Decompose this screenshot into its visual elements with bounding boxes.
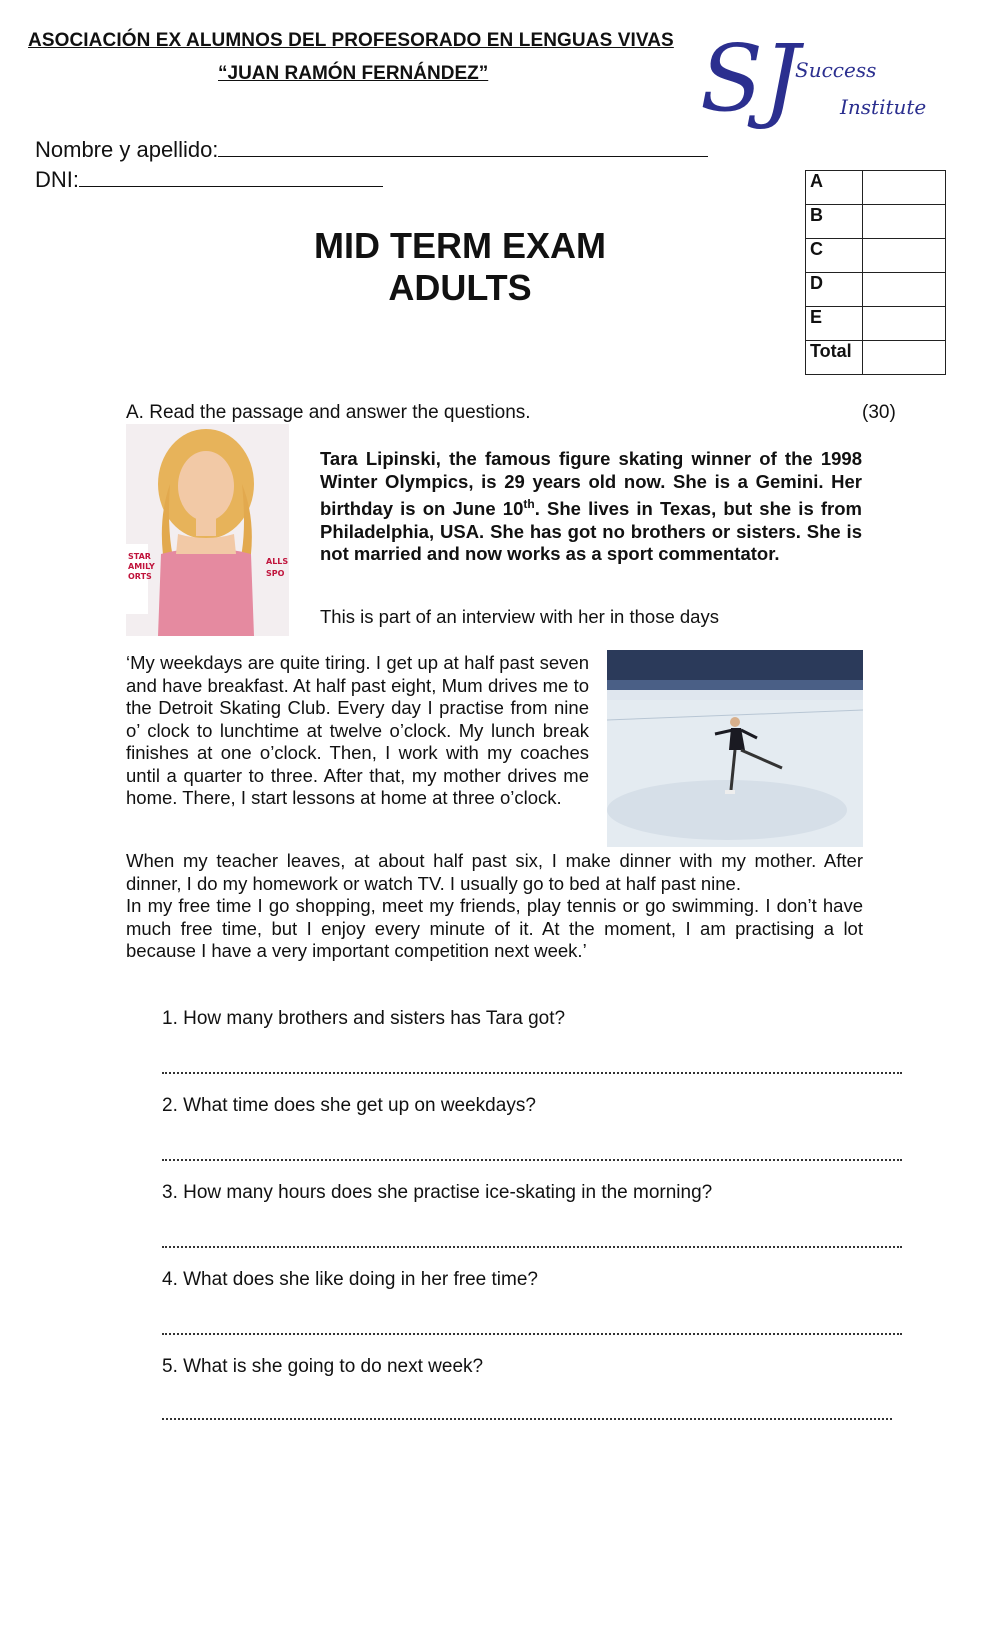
intro-superscript: th bbox=[523, 497, 535, 511]
svg-text:STAR: STAR bbox=[128, 552, 151, 561]
score-row bbox=[806, 205, 946, 239]
score-label: D bbox=[806, 273, 863, 307]
answer-line-4[interactable] bbox=[162, 1329, 902, 1335]
answer-line-5[interactable] bbox=[162, 1414, 892, 1420]
score-box[interactable] bbox=[863, 341, 946, 375]
question-1: 1. How many brothers and sisters has Tara got? bbox=[162, 1008, 566, 1029]
score-row bbox=[806, 239, 946, 273]
score-label: B bbox=[806, 205, 863, 239]
score-label: C bbox=[806, 239, 863, 273]
question-2: 2. What time does she get up on weekdays? bbox=[162, 1095, 536, 1116]
dni-blank-line[interactable] bbox=[79, 166, 383, 187]
logo-word-success: Success bbox=[795, 58, 877, 82]
name-field[interactable] bbox=[35, 136, 708, 163]
score-row bbox=[806, 273, 946, 307]
score-row bbox=[806, 171, 946, 205]
svg-text:AMILY: AMILY bbox=[128, 562, 155, 571]
logo-monogram: SJ bbox=[700, 25, 800, 132]
score-box[interactable] bbox=[863, 239, 946, 273]
score-box[interactable] bbox=[863, 205, 946, 239]
name-label: Nombre y apellido: bbox=[35, 137, 219, 162]
association-name: ASOCIACIÓN EX ALUMNOS DEL PROFESORADO EN LENGUAS VIVAS bbox=[28, 30, 674, 51]
intro-text-end: . She lives in Texas, but she is from Philadelphia, USA. She has got no brothers or sisters. She is not married and now works as a sport commentator. bbox=[320, 498, 862, 565]
name-blank-line[interactable] bbox=[218, 136, 708, 157]
score-label: Total bbox=[806, 341, 863, 375]
score-row bbox=[806, 341, 946, 375]
intro-text-start: Tara Lipinski, the famous figure skating winner of the 1998 Winter Olympics, is 29 years old now. She is a Gemini. Her birthday is on June 10 bbox=[320, 448, 862, 520]
interview-quote-part2: When my teacher leaves, at about half past six, I make dinner with my mother. After dinner, I do my homework or watch TV. I usually go to bed at half past nine. bbox=[126, 850, 863, 894]
score-box[interactable] bbox=[863, 307, 946, 341]
dni-label: DNI: bbox=[35, 167, 79, 192]
section-a-points: (30) bbox=[862, 402, 896, 423]
interview-intro: This is part of an interview with her in those days bbox=[320, 606, 719, 627]
answer-line-3[interactable] bbox=[162, 1242, 902, 1248]
interview-quote-continued bbox=[126, 850, 863, 963]
intro-paragraph bbox=[320, 448, 862, 566]
score-box[interactable] bbox=[863, 171, 946, 205]
answer-line-2[interactable] bbox=[162, 1155, 902, 1161]
score-box[interactable] bbox=[863, 273, 946, 307]
exam-title-line2: ADULTS bbox=[388, 267, 532, 308]
score-row bbox=[806, 307, 946, 341]
answer-line-1[interactable] bbox=[162, 1068, 902, 1074]
success-institute-logo bbox=[695, 22, 940, 147]
ice-skating-photo bbox=[607, 650, 863, 847]
interview-quote-part3: In my free time I go shopping, meet my friends, play tennis or go swimming. I don’t have much free time, but I enjoy every minute of it. At the moment, I am practising a lot because I have a very important competition next week.’ bbox=[126, 895, 863, 961]
svg-text:ORTS: ORTS bbox=[128, 572, 152, 581]
svg-text:SPO: SPO bbox=[266, 569, 285, 578]
score-table bbox=[805, 170, 946, 375]
svg-text:ALLS: ALLS bbox=[266, 557, 289, 566]
question-5: 5. What is she going to do next week? bbox=[162, 1356, 484, 1377]
exam-title bbox=[250, 225, 670, 309]
question-3: 3. How many hours does she practise ice-skating in the morning? bbox=[162, 1182, 713, 1203]
score-label: A bbox=[806, 171, 863, 205]
section-a-instruction: A. Read the passage and answer the questions. bbox=[126, 402, 531, 423]
question-4: 4. What does she like doing in her free time? bbox=[162, 1269, 538, 1290]
institution-name: “JUAN RAMÓN FERNÁNDEZ” bbox=[218, 63, 489, 84]
dni-field[interactable] bbox=[35, 166, 383, 193]
portrait-photo bbox=[126, 424, 289, 636]
interview-quote-part1: ‘My weekdays are quite tiring. I get up at half past seven and have breakfast. At half past eight, Mum drives me to the Detroit Skating Club. Every day I practise from nine o’ clock to lunchtime at twelve o’clock. My lunch break finishes at one o’clock. Then, I work with my coaches until a quarter to three. After that, my mother drives me home. There, I start lessons at home at three o’clock. bbox=[126, 652, 589, 808]
score-label: E bbox=[806, 307, 863, 341]
logo-word-institute: Institute bbox=[840, 95, 927, 119]
exam-title-line1: MID TERM EXAM bbox=[314, 225, 606, 266]
